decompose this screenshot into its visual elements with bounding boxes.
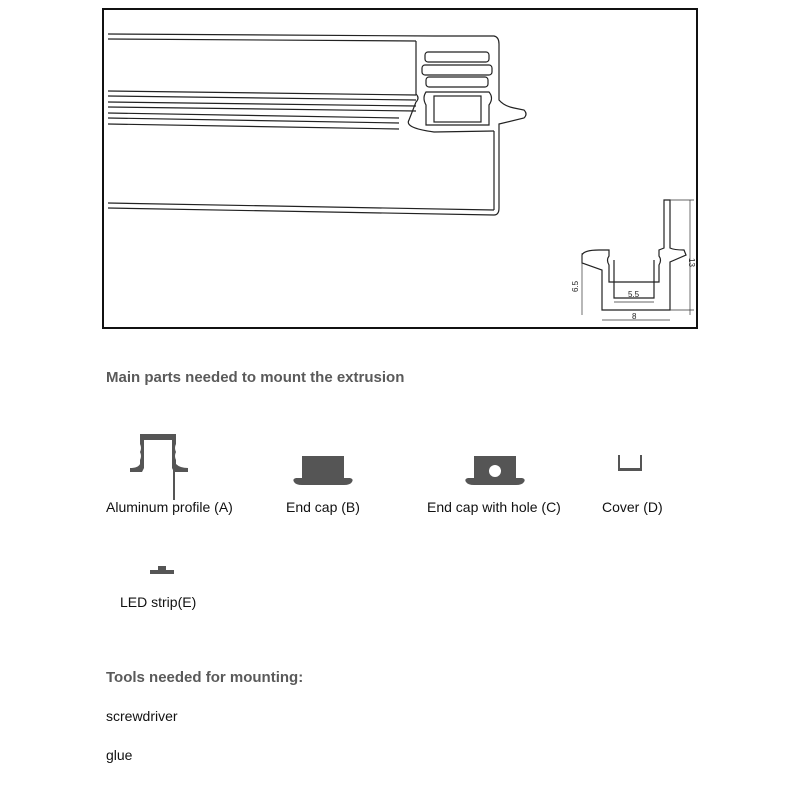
end-cap-with-hole-icon bbox=[464, 454, 526, 488]
dimension-outer-width: 8 bbox=[632, 312, 637, 321]
part-label-b: End cap (B) bbox=[286, 499, 360, 515]
dimension-height-channel: 6.5 bbox=[571, 280, 580, 292]
cover-icon bbox=[616, 455, 644, 473]
dimension-inner-width: 5.5 bbox=[628, 290, 640, 299]
part-label-d: Cover (D) bbox=[602, 499, 663, 515]
led-strip-icon bbox=[150, 565, 176, 575]
extrusion-perspective-drawing bbox=[104, 10, 700, 331]
tool-item-glue: glue bbox=[106, 747, 133, 763]
dimension-height-total: 13 bbox=[687, 258, 696, 267]
end-cap-icon bbox=[292, 454, 354, 488]
tools-heading: Tools needed for mounting: bbox=[106, 669, 304, 686]
profile-drawing bbox=[102, 8, 698, 329]
parts-heading: Main parts needed to mount the extrusion bbox=[106, 369, 405, 386]
tool-item-screwdriver: screwdriver bbox=[106, 708, 178, 724]
aluminum-profile-icon bbox=[128, 432, 190, 502]
part-label-a: Aluminum profile (A) bbox=[106, 499, 233, 515]
part-label-c: End cap with hole (C) bbox=[427, 499, 561, 515]
part-label-e: LED strip(E) bbox=[120, 594, 197, 610]
